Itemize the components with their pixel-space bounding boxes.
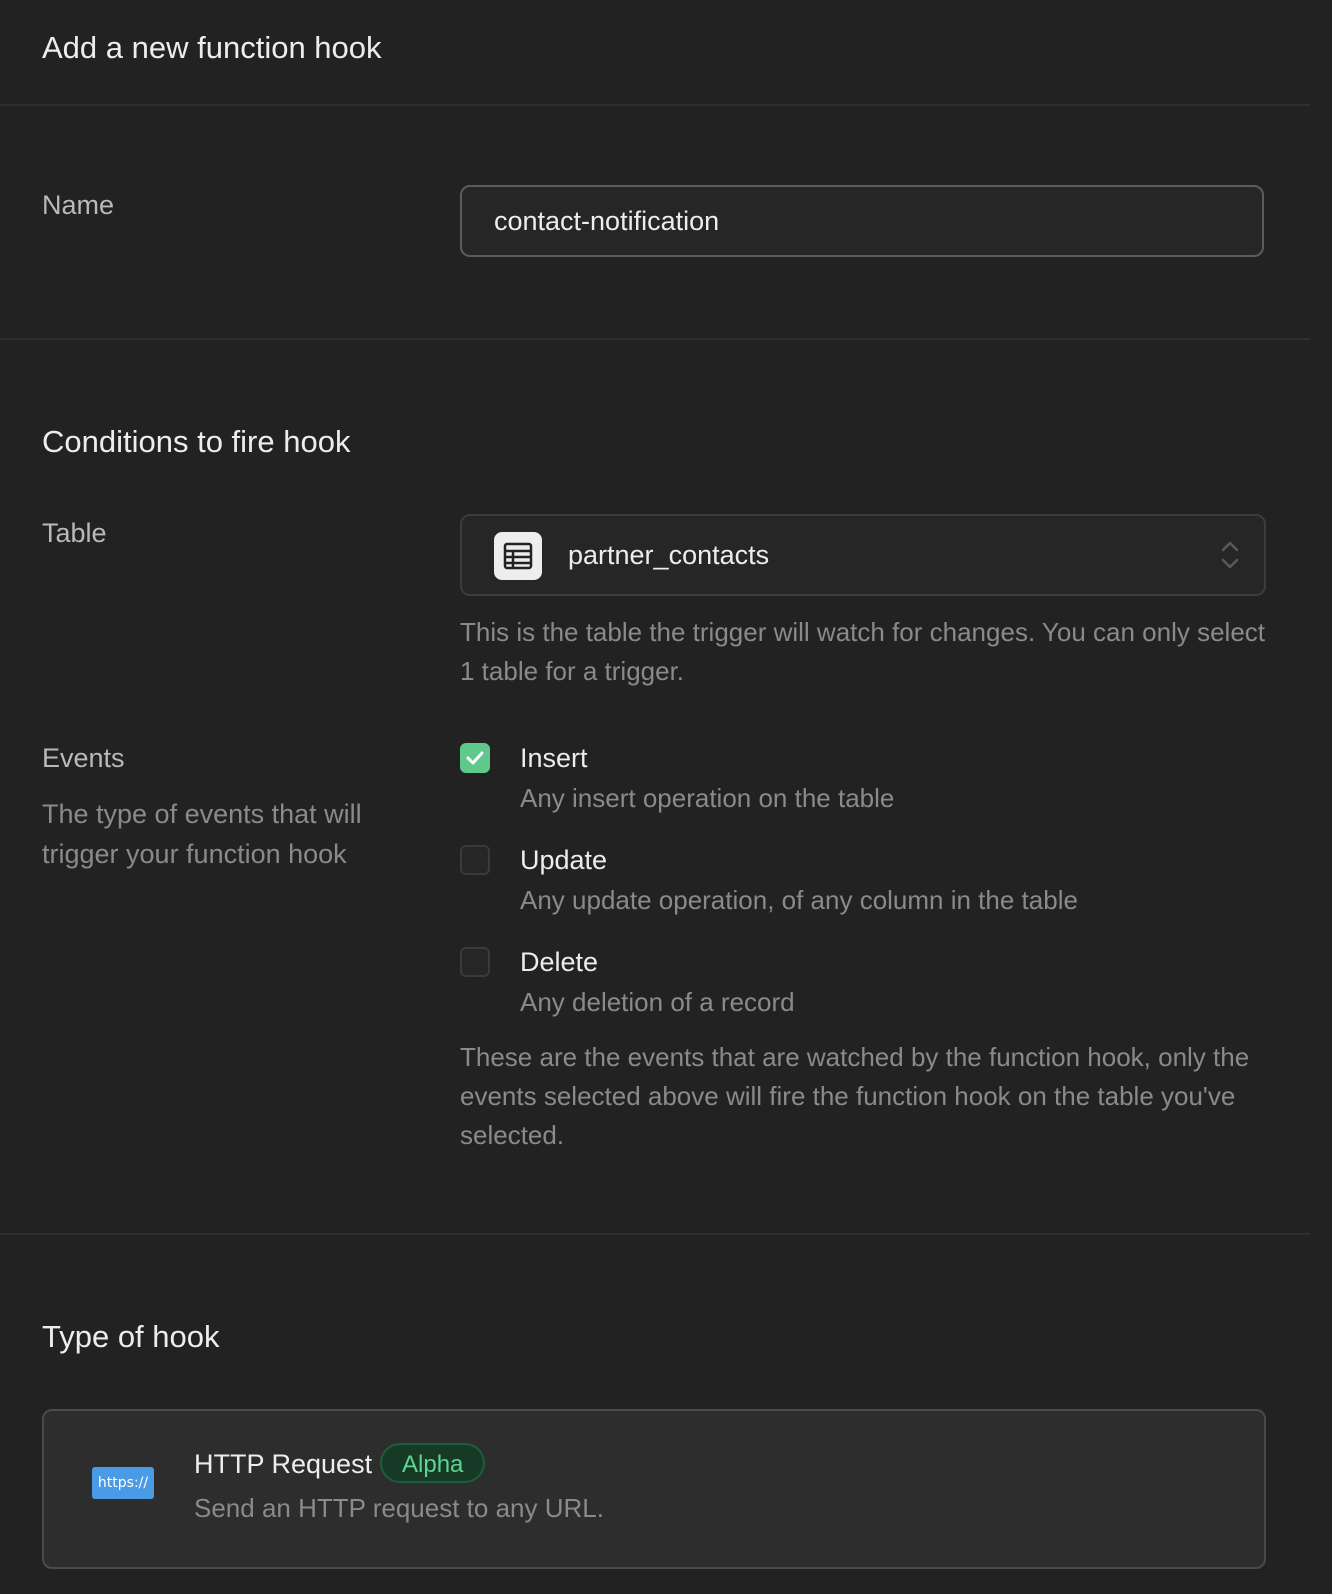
- table-icon: [494, 532, 542, 580]
- conditions-title: Conditions to fire hook: [42, 424, 351, 459]
- events-description: The type of events that will trigger your function hook: [42, 799, 362, 869]
- chevron-up-down-icon: [1220, 538, 1240, 572]
- page-title: Add a new function hook: [42, 30, 382, 65]
- name-input[interactable]: [460, 185, 1264, 257]
- check-icon: [466, 750, 484, 766]
- https-icon: https://: [92, 1467, 154, 1499]
- hook-type-title: Type of hook: [42, 1319, 220, 1354]
- events-label: Events: [42, 743, 125, 773]
- table-select-value: partner_contacts: [568, 540, 770, 570]
- update-label: Update: [520, 845, 608, 875]
- events-help-text: These are the events that are watched by the function hook, only the events selected above will fire the function hook on the table you've selected.: [460, 1042, 1250, 1150]
- delete-description: Any deletion of a record: [520, 987, 795, 1017]
- table-select[interactable]: [460, 514, 1266, 596]
- update-description: Any update operation, of any column in the table: [520, 885, 1078, 915]
- http-request-option[interactable]: [42, 1409, 1266, 1569]
- section-divider: [0, 1233, 1310, 1235]
- alpha-badge: Alpha: [380, 1443, 485, 1483]
- delete-label: Delete: [520, 947, 599, 977]
- header-divider: [0, 104, 1310, 106]
- hook-option-description: Send an HTTP request to any URL.: [194, 1493, 604, 1523]
- table-help-text: This is the table the trigger will watch for changes. You can only select 1 table for a trigger.: [460, 617, 1265, 686]
- hook-option-title: HTTP Request: [194, 1449, 373, 1479]
- section-divider: [0, 338, 1310, 340]
- delete-checkbox[interactable]: [460, 947, 490, 977]
- insert-description: Any insert operation on the table: [520, 783, 895, 813]
- insert-checkbox[interactable]: [460, 743, 490, 773]
- table-label: Table: [42, 518, 107, 548]
- name-label: Name: [42, 190, 115, 220]
- update-checkbox[interactable]: [460, 845, 490, 875]
- insert-label: Insert: [520, 743, 588, 773]
